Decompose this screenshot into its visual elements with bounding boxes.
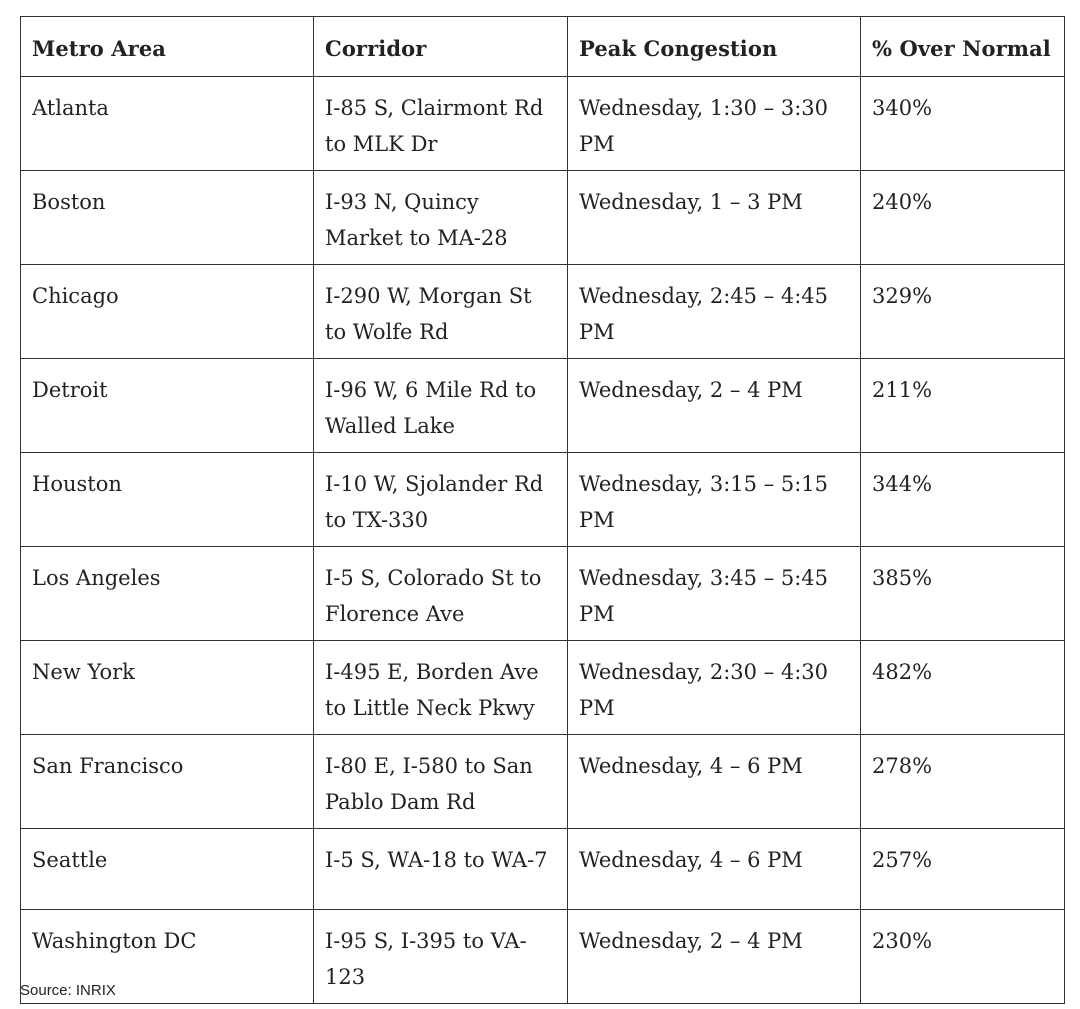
cell-metro-area: Seattle (21, 829, 314, 910)
cell-percent-over-normal: 344% (861, 453, 1065, 547)
header-corridor: Corridor (314, 17, 568, 77)
cell-metro-area: New York (21, 641, 314, 735)
cell-peak-congestion: Wednesday, 4 – 6 PM (568, 829, 861, 910)
table-row (21, 641, 1065, 735)
cell-percent-over-normal: 340% (861, 77, 1065, 171)
header-metro-area: Metro Area (21, 17, 314, 77)
cell-percent-over-normal: 230% (861, 910, 1065, 1004)
cell-percent-over-normal: 385% (861, 547, 1065, 641)
cell-corridor: I-96 W, 6 Mile Rd to Walled Lake (314, 359, 568, 453)
table-row (21, 547, 1065, 641)
cell-percent-over-normal: 329% (861, 265, 1065, 359)
table-row (21, 171, 1065, 265)
cell-metro-area: Houston (21, 453, 314, 547)
cell-metro-area: San Francisco (21, 735, 314, 829)
table-row (21, 910, 1065, 1004)
cell-percent-over-normal: 240% (861, 171, 1065, 265)
header-percent-over-normal: % Over Normal (861, 17, 1065, 77)
table-body (21, 77, 1065, 1004)
cell-corridor: I-5 S, Colorado St to Florence Ave (314, 547, 568, 641)
table-row (21, 453, 1065, 547)
cell-metro-area: Detroit (21, 359, 314, 453)
table-row (21, 265, 1065, 359)
cell-corridor: I-10 W, Sjolander Rd to TX-330 (314, 453, 568, 547)
cell-peak-congestion: Wednesday, 3:45 – 5:45 PM (568, 547, 861, 641)
cell-corridor: I-290 W, Morgan St to Wolfe Rd (314, 265, 568, 359)
cell-peak-congestion: Wednesday, 3:15 – 5:15 PM (568, 453, 861, 547)
cell-peak-congestion: Wednesday, 2 – 4 PM (568, 910, 861, 1004)
cell-percent-over-normal: 211% (861, 359, 1065, 453)
cell-corridor: I-85 S, Clairmont Rd to MLK Dr (314, 77, 568, 171)
table-row (21, 829, 1065, 910)
table-row (21, 359, 1065, 453)
header-row (21, 17, 1065, 77)
cell-corridor: I-93 N, Quincy Market to MA-28 (314, 171, 568, 265)
congestion-table-container (20, 16, 1064, 1004)
table-header (21, 17, 1065, 77)
source-note: Source: INRIX (20, 982, 116, 999)
table-row (21, 77, 1065, 171)
congestion-table (20, 16, 1065, 1004)
cell-corridor: I-5 S, WA-18 to WA-7 (314, 829, 568, 910)
cell-peak-congestion: Wednesday, 1:30 – 3:30 PM (568, 77, 861, 171)
cell-metro-area: Los Angeles (21, 547, 314, 641)
cell-corridor: I-495 E, Borden Ave to Little Neck Pkwy (314, 641, 568, 735)
cell-peak-congestion: Wednesday, 2 – 4 PM (568, 359, 861, 453)
cell-metro-area: Atlanta (21, 77, 314, 171)
cell-peak-congestion: Wednesday, 2:45 – 4:45 PM (568, 265, 861, 359)
header-peak-congestion: Peak Congestion (568, 17, 861, 77)
cell-metro-area: Boston (21, 171, 314, 265)
cell-peak-congestion: Wednesday, 1 – 3 PM (568, 171, 861, 265)
cell-percent-over-normal: 482% (861, 641, 1065, 735)
table-row (21, 735, 1065, 829)
cell-corridor: I-80 E, I-580 to San Pablo Dam Rd (314, 735, 568, 829)
cell-percent-over-normal: 257% (861, 829, 1065, 910)
cell-metro-area: Chicago (21, 265, 314, 359)
cell-peak-congestion: Wednesday, 2:30 – 4:30 PM (568, 641, 861, 735)
cell-corridor: I-95 S, I-395 to VA-123 (314, 910, 568, 1004)
cell-metro-area: Washington DC (21, 910, 314, 1004)
cell-percent-over-normal: 278% (861, 735, 1065, 829)
cell-peak-congestion: Wednesday, 4 – 6 PM (568, 735, 861, 829)
